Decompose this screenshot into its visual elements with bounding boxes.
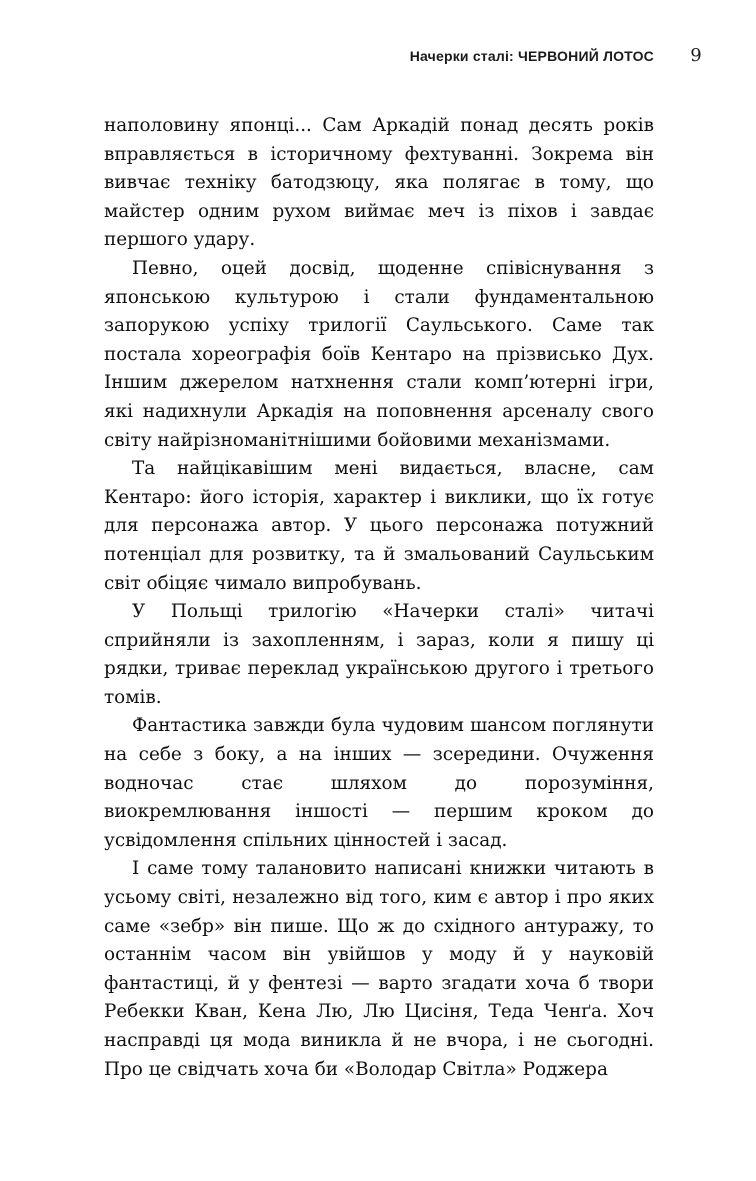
body-text [104,112,654,1084]
paragraph: Фантастика завжди була чудовим шансом поглянути на себе з боку, а на інших — зсередини. Очуження водночас стає шляхом до порозуміння, виокремлювання іншості — першим кроком до усвідомлення спільних цінностей і засад. [104,715,654,851]
page-number: 9 [690,45,702,66]
paragraph: У Польщі трилогію «Начерки сталі» читачі сприйняли із захопленням, і зараз, коли я пишу ці рядки, триває переклад українською другого і третього томів. [104,601,654,708]
paragraph: Та найцікавішим мені видається, власне, сам Кентаро: його історія, характер і виклики, що їх готує для персонажа автор. У цього персонажа потужний потенціал для розвитку, та й змальований Саульським світ обіцяє чимало випробувань. [104,458,654,594]
paragraph: Певно, оцей досвід, щоденне співіснування з японською культурою і стали фундаментальною запорукою успіху трилогії Саульського. Саме так постала хореографія боїв Кентаро на прізвисько Дух. Іншим джерелом натхнення стали комп’ютерні ігри, які надихнули Аркадія на поповнення арсеналу свого світу найрізноманітнішими бойовими механізмами. [104,257,654,451]
paragraph: наполовину японці... Сам Аркадій понад десять років вправляється в історичному фехтуванні. Зокрема він вивчає техніку батодзюцу, яка полягає в тому, що майстер одним рухом виймає меч із піхов і завдає першого удару. [104,115,654,251]
paragraph: І саме тому талановито написані книжки читають в усьому світі, незалежно від того, ким є автор і про яких саме «зебр» він пише. Що ж до східного антуражу, то останнім часом він увійшов у моду й у науковій фантастиці, й у фентезі — варто згадати хоча б твори Ребекки Кван, Кена Лю, Лю Цисіня, Теда Ченґа. Хоч насправді ця мода виникла й не вчора, і не сьогодні. Про це свідчать хоча би «Володар Світла» Роджера [104,858,654,1080]
running-title: Начерки сталі: ЧЕРВОНИЙ ЛОТОС [409,48,654,64]
